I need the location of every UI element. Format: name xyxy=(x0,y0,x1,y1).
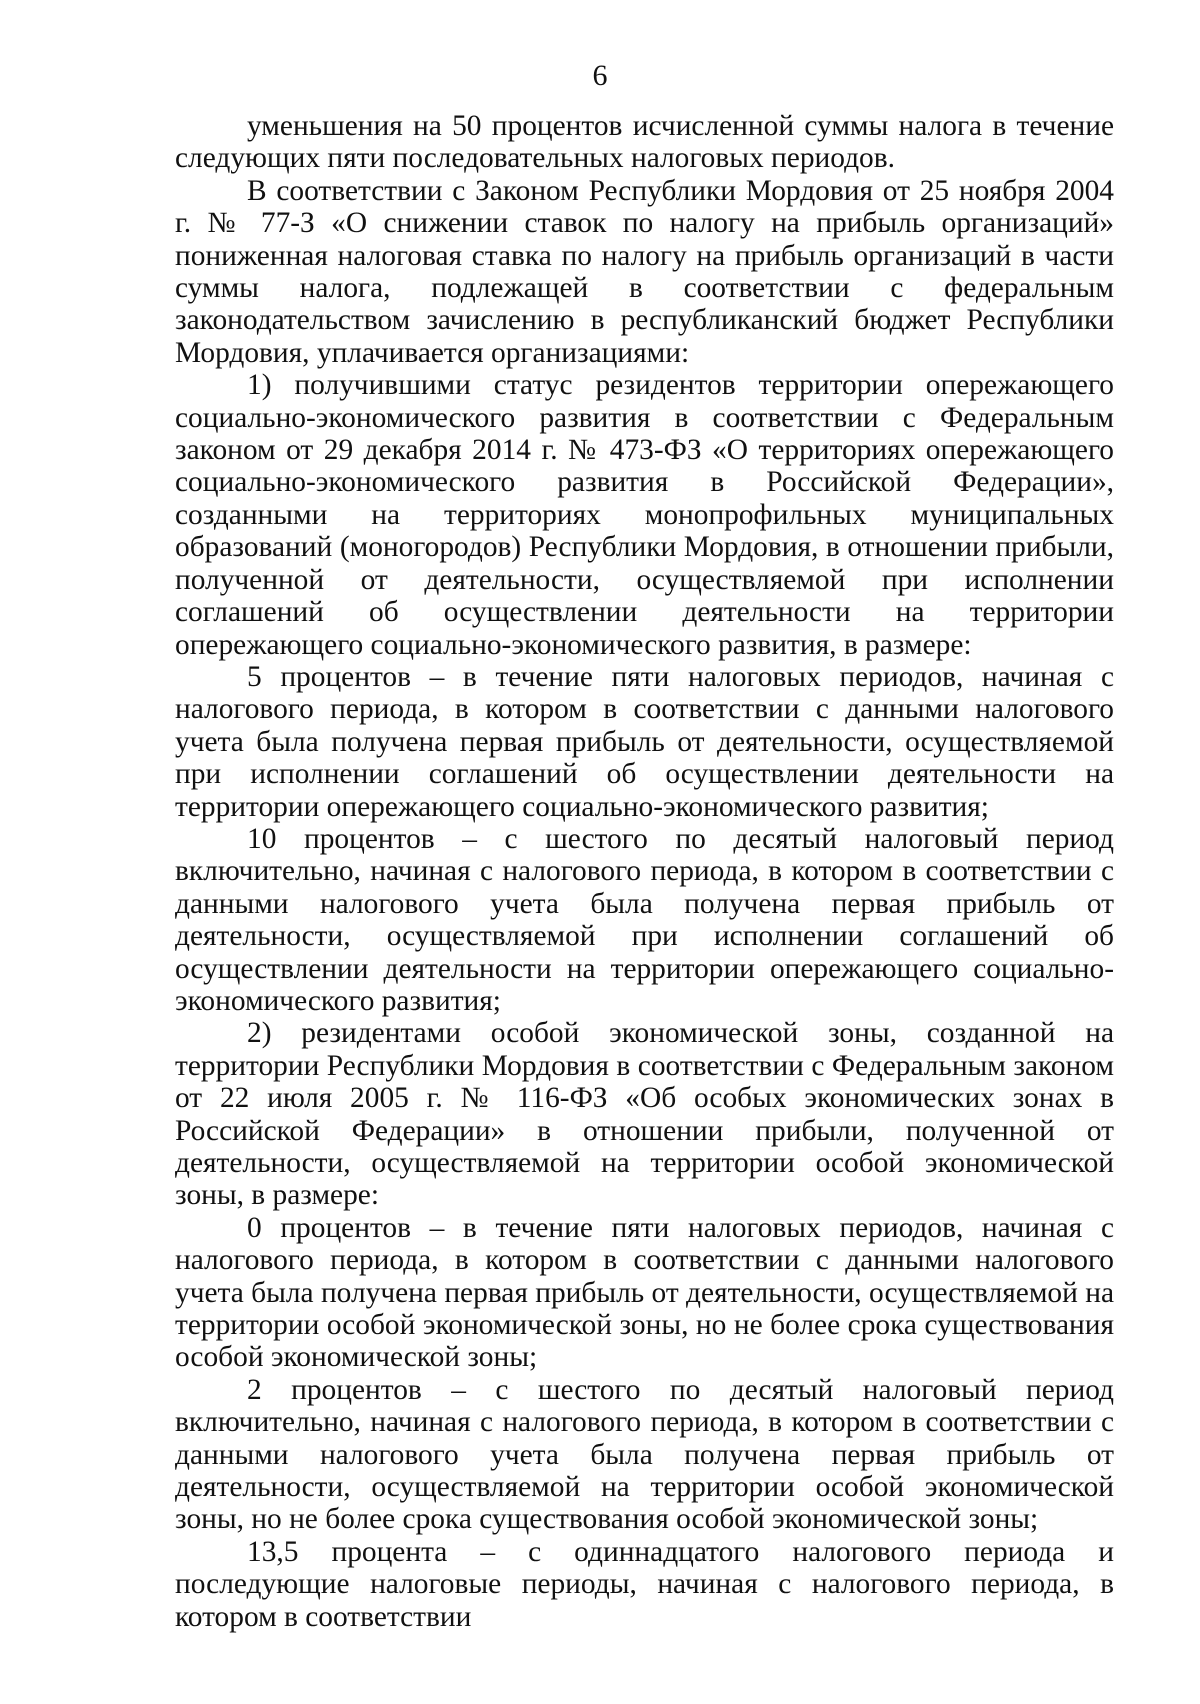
paragraph-rate-10-percent: 10 процентов – с шестого по десятый налоговый период включительно, начиная с налогового периода, в котором в соответствии с данными налогового учета была получена первая прибыль от деятельности, осуществляемой при исполнении соглашений об осуществлении деятельности на территории опережающего социально-экономического развития; xyxy=(175,822,1114,1017)
page-number: 6 xyxy=(592,59,608,92)
paragraph-item-2-sez-residents: 2) резидентами особой экономической зоны, созданной на территории Республики Мордовия в соответствии с Федеральным законом от 22 июля 2005 г. № 116-ФЗ «Об особых экономических зонах в Российской Федерации» в отношении прибыли, полученной от деятельности, осуществляемой на территории особой экономической зоны, в размере: xyxy=(175,1017,1114,1212)
paragraph-continuation: уменьшения на 50 процентов исчисленной суммы налога в течение следующих пяти последовательных налоговых периодов. xyxy=(175,110,1114,175)
paragraph-rate-2-percent: 2 процентов – с шестого по десятый налоговый период включительно, начиная с налогового периода, в котором в соответствии с данными налогового учета была получена первая прибыль от деятельности, осуществляемой на территории особой экономической зоны, но не более срока существования особой экономической зоны; xyxy=(175,1373,1114,1536)
paragraph-rate-13-5-percent: 13,5 процента – с одиннадцатого налогового периода и последующие налоговые периоды, начиная с налогового периода, в котором в соответствии xyxy=(175,1535,1114,1633)
paragraph-item-1-tor-residents: 1) получившими статус резидентов территории опережающего социально-экономического развития в соответствии с Федеральным законом от 29 декабря 2014 г. № 473-ФЗ «О территориях опережающего социально-экономического развития в Российской Федерации», созданными на территориях монопрофильных муниципальных образований (моногородов) Республики Мордовия, в отношении прибыли, полученной от деятельности, осуществляемой при исполнении соглашений об осуществлении деятельности на территории опережающего социально-экономического развития, в размере: xyxy=(175,369,1114,661)
paragraph-rate-5-percent: 5 процентов – в течение пяти налоговых периодов, начиная с налогового периода, в котором в соответствии с данными налогового учета была получена первая прибыль от деятельности, осуществляемой при исполнении соглашений об осуществлении деятельности на территории опережающего социально-экономического развития; xyxy=(175,660,1114,823)
paragraph-rate-0-percent: 0 процентов – в течение пяти налоговых периодов, начиная с налогового периода, в котором в соответствии с данными налогового учета была получена первая прибыль от деятельности, осуществляемой на территории особой экономической зоны, но не более срока существования особой экономической зоны; xyxy=(175,1211,1114,1374)
paragraph-mordovia-law: В соответствии с Законом Республики Мордовия от 25 ноября 2004 г. № 77-З «О снижении ставок по налогу на прибыль организаций» пониженная налоговая ставка по налогу на прибыль организаций в части суммы налога, подлежащей в соответствии с федеральным законодательством зачислению в республиканский бюджет Республики Мордовия, уплачивается организациями: xyxy=(175,174,1114,369)
document-body xyxy=(175,110,1114,1633)
